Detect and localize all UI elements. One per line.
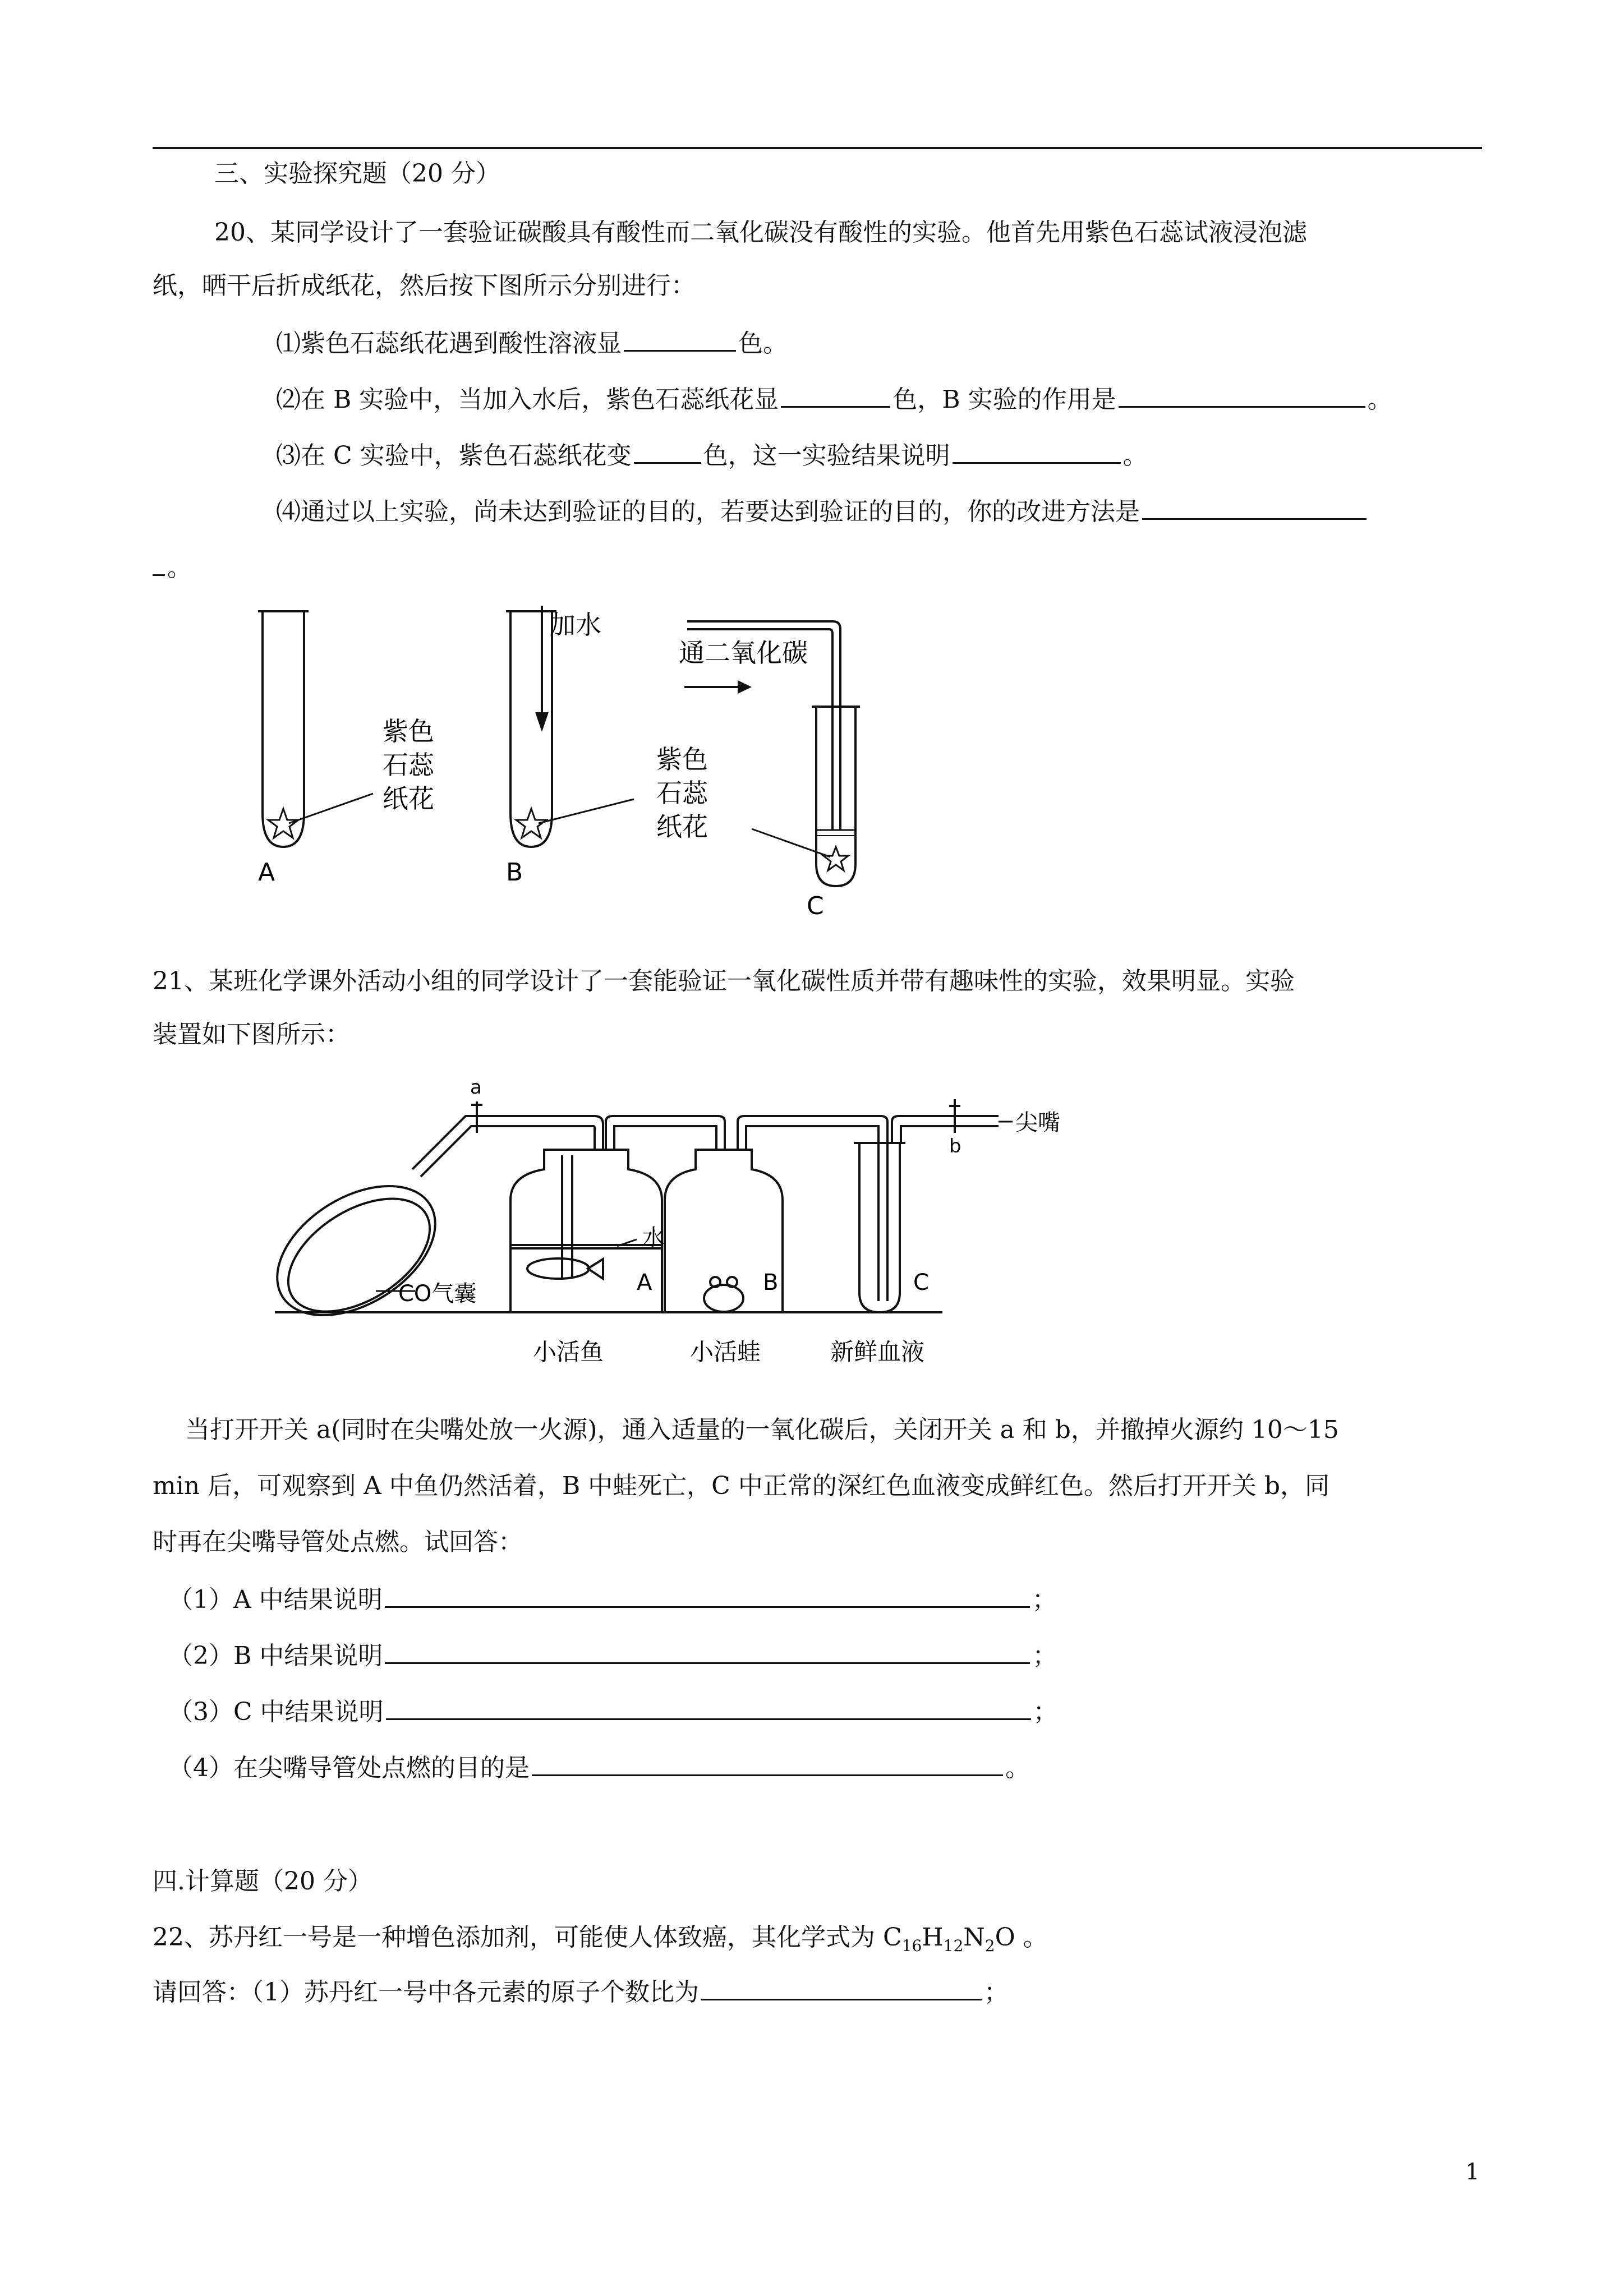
tube-c-label: C <box>807 892 824 920</box>
formula-n: N <box>963 1923 985 1952</box>
q22-ask-text: 请回答：（1）苏丹红一号中各元素的原子个数比为 <box>153 1978 699 2007</box>
tube-a-b <box>606 1116 725 1150</box>
answer-blank[interactable] <box>385 1582 1030 1608</box>
answer-blank[interactable] <box>1119 381 1365 408</box>
q20-figure <box>236 606 931 920</box>
answer-number: （2） <box>168 1642 233 1670</box>
bottle-a-label: A <box>637 1270 652 1295</box>
flower-a-label-2: 石蕊 <box>383 750 434 780</box>
q21-answer-4 <box>168 1750 1030 1785</box>
subscript-2: 2 <box>984 1936 995 1955</box>
formula-h: H <box>922 1923 944 1952</box>
q21-figure <box>269 1077 1111 1380</box>
q21-answer-2 <box>168 1638 1057 1673</box>
q20-part2-text: ⑵在 B 实验中，当加入水后，紫色石蕊纸花显 <box>276 385 779 414</box>
down-arrow-icon <box>535 712 549 732</box>
q22-ask <box>153 1974 1009 2009</box>
q20-stem-line1: 20、某同学设计了一套验证碳酸具有酸性而二氧化碳没有酸性的实验。他首先用紫色石蕊试液浸泡滤 <box>214 218 1307 247</box>
inlet-tube <box>412 1116 603 1177</box>
q20-part3 <box>276 437 1148 473</box>
flower-b-label-3: 纸花 <box>656 812 708 842</box>
test-tube-c <box>812 707 860 886</box>
q20-stem-line2: 纸，晒干后折成纸花，然后按下图所示分别进行： <box>153 271 696 300</box>
flower-b-label-2: 石蕊 <box>656 778 708 808</box>
answer-number: （4） <box>168 1754 233 1782</box>
test-tube-b <box>506 611 556 847</box>
nozzle-label: 尖嘴 <box>1015 1110 1060 1136</box>
frog-icon <box>704 1277 743 1312</box>
switch-a-label: a <box>470 1077 482 1099</box>
add-water-label: 加水 <box>550 610 601 640</box>
q20-part4-end: 。 <box>167 554 192 582</box>
q22-stem-text: 22、苏丹红一号是一种增色添加剂，可能使人体致癌，其化学式为 C <box>153 1923 902 1952</box>
q22-ask-end: ； <box>984 1978 1009 2007</box>
q21-para-line2: min 后，可观察到 A 中鱼仍然活着，B 中蛙死亡，C 中正常的深红色血液变成鲜红色。然后打开开关 b，同 <box>153 1472 1329 1500</box>
answer-prompt: 在尖嘴导管处点燃的目的是 <box>233 1754 530 1782</box>
tube-c-label: C <box>913 1270 929 1295</box>
tube-b-label: B <box>506 858 523 887</box>
answer-number: （1） <box>168 1585 233 1614</box>
q21-answer-3 <box>168 1694 1058 1729</box>
subscript-16: 16 <box>901 1936 922 1955</box>
answer-blank[interactable] <box>1142 494 1367 520</box>
answer-blank[interactable] <box>634 437 701 464</box>
answer-prompt: C 中结果说明 <box>233 1698 384 1726</box>
q21-para-line1: 当打开开关 a(同时在尖嘴处放一火源)，通入适量的一氧化碳后，关闭开关 a 和 b，并撤掉火源约 10～15 <box>185 1416 1339 1444</box>
q20-part3-end: 。 <box>1122 441 1148 470</box>
answer-prompt: B 中结果说明 <box>233 1642 383 1670</box>
q21-answer-1 <box>168 1582 1057 1617</box>
answer-blank[interactable] <box>386 1694 1031 1720</box>
fish-icon <box>527 1258 603 1279</box>
answer-end: ； <box>1033 1698 1058 1726</box>
q20-part2-end: 。 <box>1367 385 1392 414</box>
pointer-line-a <box>289 794 373 823</box>
answer-blank[interactable] <box>701 1974 982 2000</box>
q20-part4-text: ⑷通过以上实验，尚未达到验证的目的，若要达到验证的目的，你的改进方法是 <box>276 497 1140 526</box>
formula-o: O 。 <box>995 1923 1048 1952</box>
flower-c-icon <box>823 847 848 870</box>
tube-a-label: A <box>258 858 275 887</box>
q22-stem <box>153 1921 1048 1963</box>
outlet-tube <box>892 1116 999 1143</box>
answer-prompt: A 中结果说明 <box>233 1585 383 1614</box>
q20-part4 <box>276 494 1369 529</box>
pass-co2-label: 通二氧化碳 <box>679 638 808 668</box>
subscript-12: 12 <box>943 1936 964 1955</box>
fish-label: 小活鱼 <box>533 1338 604 1366</box>
answer-number: （3） <box>168 1698 233 1726</box>
test-tube-a <box>258 611 309 847</box>
q20-part3-mid: 色，这一实验结果说明 <box>703 441 950 470</box>
q21-para-line3: 时再在尖嘴导管处点燃。试回答： <box>153 1528 523 1556</box>
q20-part2 <box>276 381 1392 417</box>
q20-part1-text: ⑴紫色石蕊纸花遇到酸性溶液显 <box>276 329 622 358</box>
answer-blank[interactable] <box>953 437 1121 464</box>
q21-stem-line2: 装置如下图所示： <box>153 1020 350 1049</box>
answer-blank[interactable] <box>532 1750 1003 1776</box>
q20-part3-text: ⑶在 C 实验中，紫色石蕊纸花变 <box>276 441 632 470</box>
section3-heading: 三、实验探究题（20 分） <box>214 159 500 188</box>
flower-b-label-1: 紫色 <box>656 744 708 774</box>
answer-blank[interactable] <box>153 550 165 576</box>
bottle-b-label: B <box>763 1270 779 1295</box>
section4-heading: 四.计算题（20 分） <box>153 1867 372 1896</box>
answer-blank[interactable] <box>624 325 736 352</box>
page-number: 1 <box>1465 2159 1480 2185</box>
q20-part1 <box>276 325 788 361</box>
pointer-line-c <box>752 829 830 857</box>
answer-end: 。 <box>1005 1754 1030 1782</box>
flower-a-label-1: 紫色 <box>383 716 434 746</box>
q20-part2-mid: 色，B 实验的作用是 <box>892 385 1116 414</box>
co-bag <box>269 1159 458 1341</box>
frog-label: 小活蛙 <box>690 1338 761 1366</box>
header-rule <box>153 147 1482 149</box>
q20-part4-cont <box>153 550 192 585</box>
answer-blank[interactable] <box>385 1638 1030 1664</box>
co-bag-label: CO气囊 <box>398 1281 477 1307</box>
answer-end: ； <box>1032 1642 1057 1670</box>
answer-end: ； <box>1032 1585 1057 1614</box>
blood-label: 新鲜血液 <box>830 1338 925 1366</box>
flower-a-label-3: 纸花 <box>383 783 434 814</box>
switch-b-label: b <box>949 1135 961 1158</box>
q21-stem-line1: 21、某班化学课外活动小组的同学设计了一套能验证一氧化碳性质并带有趣味性的实验，效果明显。实验 <box>153 967 1295 995</box>
right-arrow-icon <box>738 680 752 694</box>
flower-a-icon <box>268 809 298 838</box>
water-label: 水 <box>642 1225 665 1251</box>
answer-blank[interactable] <box>781 381 890 408</box>
q20-part1-end: 色。 <box>738 329 788 358</box>
